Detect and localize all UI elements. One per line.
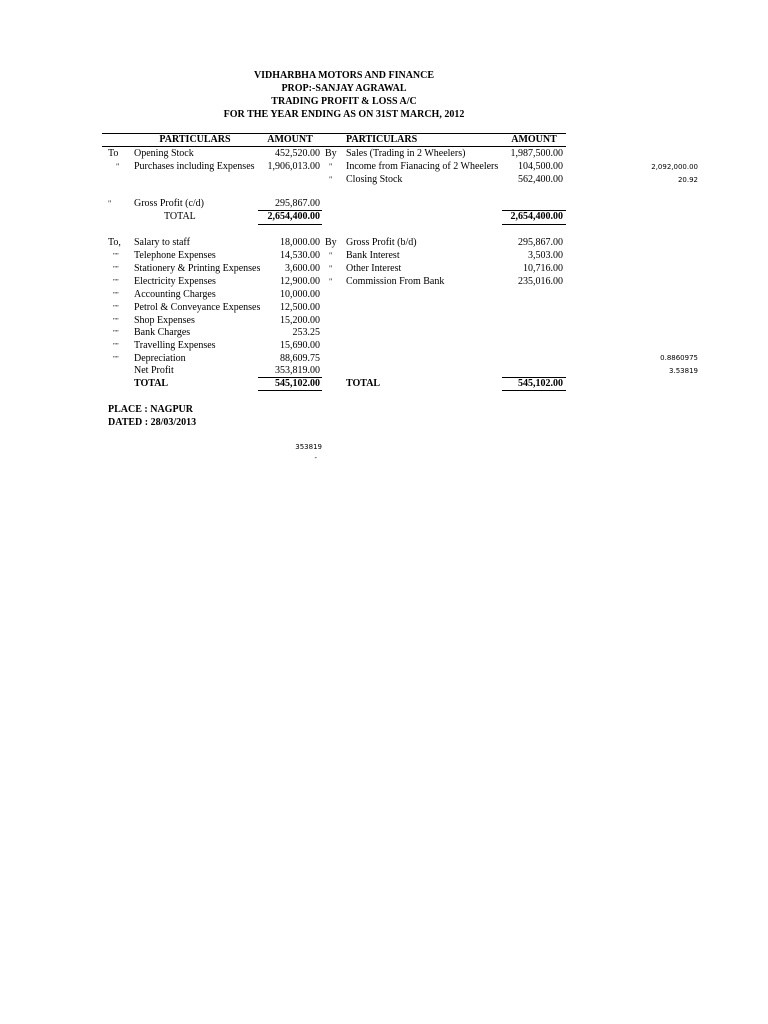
- pl-debit-amount: 15,690.00: [280, 340, 320, 351]
- pl-credit-amount: 235,016.00: [518, 276, 563, 287]
- trading-total-right: 2,654,400.00: [510, 211, 563, 222]
- pl-net-profit-label: Net Profit: [134, 365, 174, 376]
- footer-note-dash: -: [314, 454, 317, 462]
- trading-total-label: TOTAL: [164, 211, 196, 222]
- trading-debit-prefix: To: [108, 148, 119, 159]
- pl-debit-prefix: "": [113, 329, 119, 337]
- pl-debit-amount: 15,200.00: [280, 315, 320, 326]
- footer-dated: DATED : 28/03/2013: [108, 417, 197, 428]
- pl-debit-prefix: To,: [108, 237, 121, 248]
- proprietor-name: PROP:-SANJAY AGRAWAL: [281, 83, 407, 94]
- pl-debit-label: Telephone Expenses: [134, 250, 216, 261]
- pl-debit-amount: 88,609.75: [280, 353, 320, 364]
- pl-total-right: 545,102.00: [518, 378, 563, 389]
- side-note-ratio-a: 0.8860975: [660, 354, 698, 362]
- pl-debit-amount: 18,000.00: [280, 237, 320, 248]
- pl-credit-label: Gross Profit (b/d): [346, 237, 417, 248]
- pl-credit-amount: 10,716.00: [523, 263, 563, 274]
- side-note-ratio-b: 3.53819: [669, 367, 698, 375]
- statement-period: FOR THE YEAR ENDING AS ON 31ST MARCH, 2012: [223, 109, 465, 120]
- pl-debit-amount: 12,900.00: [280, 276, 320, 287]
- pl-credit-amount: 295,867.00: [518, 237, 563, 248]
- pl-total-left-rule-bottom: [258, 390, 322, 391]
- side-note-sales-sum: 2,092,000.00: [651, 163, 698, 171]
- trading-debit-label: Opening Stock: [134, 148, 194, 159]
- trading-debit-label: Purchases including Expenses: [134, 161, 255, 172]
- trading-credit-amount: 1,987,500.00: [510, 148, 563, 159]
- gross-profit-label: Gross Profit (c/d): [134, 198, 204, 209]
- pl-total-label-left: TOTAL: [134, 378, 169, 389]
- pl-total-label-right: TOTAL: [346, 378, 381, 389]
- pl-total-right-rule-bottom: [502, 390, 566, 391]
- pl-debit-prefix: "": [113, 355, 119, 363]
- trading-debit-prefix: ": [116, 162, 120, 171]
- pl-credit-amount: 3,503.00: [528, 250, 563, 261]
- pl-credit-prefix: By: [325, 237, 337, 248]
- pl-debit-prefix: "": [113, 252, 119, 260]
- trading-credit-prefix: ": [329, 175, 333, 184]
- pl-total-left: 545,102.00: [275, 378, 320, 389]
- pl-debit-prefix: "": [113, 342, 119, 350]
- pl-debit-prefix: "": [113, 278, 119, 286]
- pl-debit-label: Stationery & Printing Expenses: [134, 263, 261, 274]
- pl-credit-label: Other Interest: [346, 263, 402, 274]
- trading-credit-amount: 104,500.00: [518, 161, 563, 172]
- pl-credit-prefix: ": [329, 264, 333, 273]
- pl-credit-prefix: ": [329, 251, 333, 260]
- column-header-amount-right: AMOUNT: [511, 134, 557, 145]
- gross-profit-amount: 295,867.00: [275, 198, 320, 209]
- pl-debit-prefix: "": [113, 265, 119, 273]
- trading-credit-prefix: By: [325, 148, 337, 159]
- trading-total-right-rule-bottom: [502, 224, 566, 225]
- pl-credit-prefix: ": [329, 277, 333, 286]
- trading-total-left-rule-bottom: [258, 224, 322, 225]
- pl-debit-label: Electricity Expenses: [134, 276, 216, 287]
- column-header-amount-left: AMOUNT: [267, 134, 313, 145]
- footer-note-number: 353819: [295, 443, 322, 451]
- pl-credit-label: Commission From Bank: [346, 276, 445, 287]
- pl-credit-label: Bank Interest: [346, 250, 400, 261]
- column-header-particulars-right: PARTICULARS: [346, 134, 418, 145]
- pl-debit-label: Depreciation: [134, 353, 186, 364]
- pl-debit-label: Shop Expenses: [134, 315, 195, 326]
- pl-debit-label: Salary to staff: [134, 237, 190, 248]
- column-header-particulars-left: PARTICULARS: [159, 134, 231, 145]
- statement-title: TRADING PROFIT & LOSS A/C: [271, 96, 417, 107]
- side-note-gp-ratio: 20.92: [677, 176, 698, 184]
- pl-debit-amount: 3,600.00: [285, 263, 320, 274]
- trading-credit-label: Sales (Trading in 2 Wheelers): [346, 148, 466, 159]
- pl-debit-label: Bank Charges: [134, 327, 191, 338]
- trading-debit-amount: 452,520.00: [275, 148, 320, 159]
- trading-credit-label: Income from Fianacing of 2 Wheelers: [346, 161, 499, 172]
- pl-debit-amount: 10,000.00: [280, 289, 320, 300]
- trading-credit-amount: 562,400.00: [518, 174, 563, 185]
- trading-credit-label: Closing Stock: [346, 174, 403, 185]
- company-name: VIDHARBHA MOTORS AND FINANCE: [253, 70, 435, 81]
- pl-debit-prefix: "": [113, 317, 119, 325]
- gross-profit-prefix: ": [108, 199, 112, 208]
- pl-debit-amount: 14,530.00: [280, 250, 320, 261]
- pl-debit-label: Travelling Expenses: [134, 340, 216, 351]
- pl-debit-prefix: "": [113, 291, 119, 299]
- header-bottom-rule: [102, 146, 566, 147]
- pl-debit-label: Accounting Charges: [134, 289, 216, 300]
- pl-debit-amount: 12,500.00: [280, 302, 320, 313]
- footer-place: PLACE : NAGPUR: [108, 404, 193, 415]
- pl-net-profit-amount: 353,819.00: [275, 365, 320, 376]
- trading-debit-amount: 1,906,013.00: [267, 161, 320, 172]
- trading-total-left: 2,654,400.00: [267, 211, 320, 222]
- pl-debit-prefix: "": [113, 304, 119, 312]
- trading-credit-prefix: ": [329, 162, 333, 171]
- pl-debit-label: Petrol & Conveyance Expenses: [134, 302, 261, 313]
- pl-debit-amount: 253.25: [292, 327, 320, 338]
